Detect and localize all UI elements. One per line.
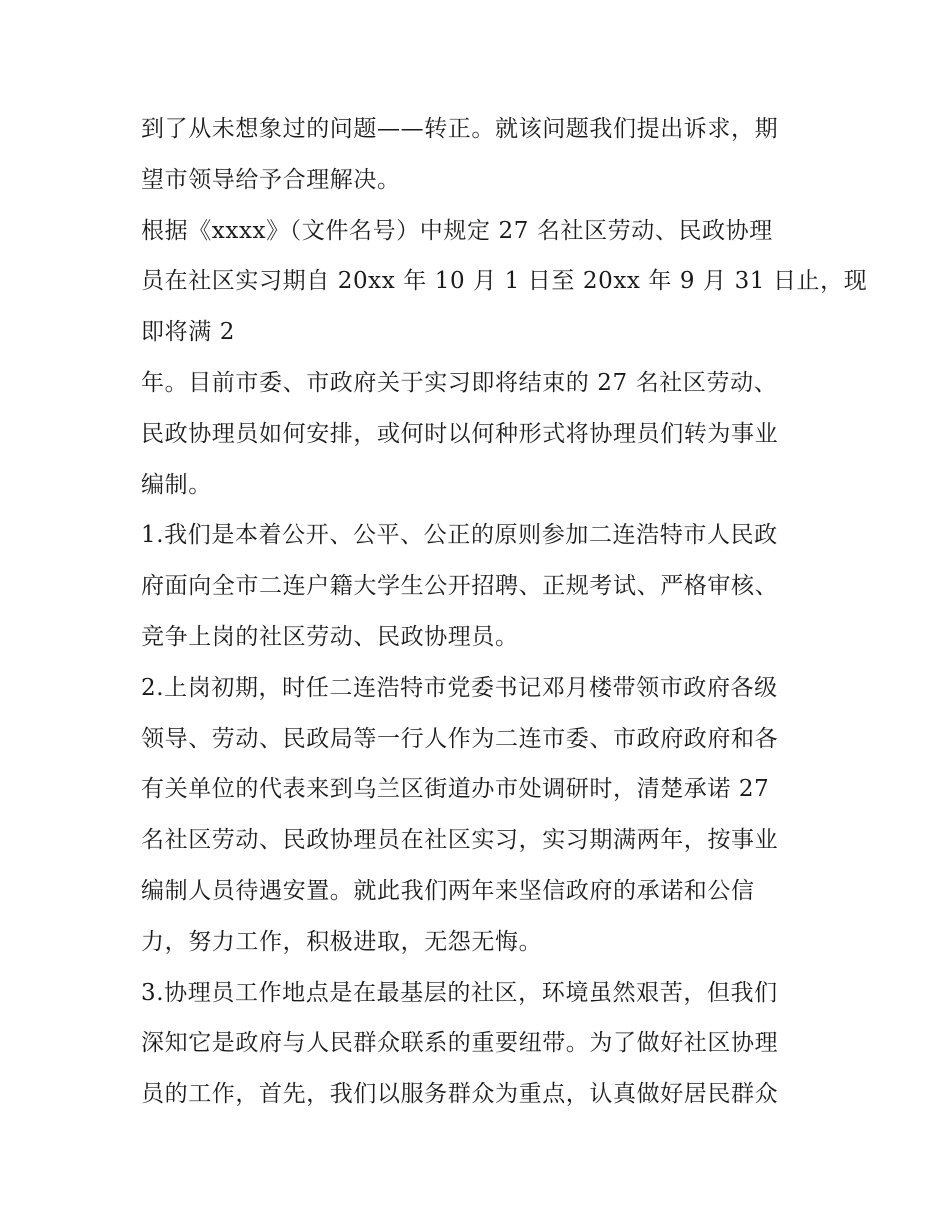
text-line: 府面向全市二连户籍大学生公开招聘、正规考试、严格审核、 (141, 573, 779, 600)
text-line: 2.上岗初期，时任二连浩特市党委书记邓月楼带领市政府各级 (141, 674, 778, 701)
text-line: 力，努力工作，积极进取，无怨无悔。 (141, 928, 543, 955)
text-line: 年。目前市委、市政府关于实习即将结束的 27 名社区劳动、 (141, 369, 778, 396)
text-line: 员的工作，首先，我们以服务群众为重点，认真做好居民群众 (141, 1081, 779, 1108)
text-line: 领导、劳动、民政局等一行人作为二连市委、市政府政府和各 (141, 725, 779, 752)
text-line: 编制。 (141, 471, 212, 498)
text-line: 3.协理员工作地点是在最基层的社区，环境虽然艰苦，但我们 (141, 979, 778, 1006)
text-line: 员在社区实习期自 20xx 年 10 月 1 日至 20xx 年 9 月 31 日止，现 (141, 268, 868, 295)
text-line: 根据《xxxx》（文件名号）中规定 27 名社区劳动、民政协理 (141, 217, 773, 244)
text-line: 名社区劳动、民政协理员在社区实习，实习期满两年，按事业 (141, 827, 779, 854)
text-line: 竞争上岗的社区劳动、民政协理员。 (141, 623, 519, 650)
text-line: 深知它是政府与人民群众联系的重要纽带。为了做好社区协理 (141, 1030, 779, 1057)
document-body (141, 104, 868, 1120)
text-line: 编制人员待遇安置。就此我们两年来坚信政府的承诺和公信 (141, 877, 755, 904)
text-line: 有关单位的代表来到乌兰区街道办市处调研时，清楚承诺 27 (141, 776, 770, 803)
text-line: 民政协理员如何安排，或何时以何种形式将协理员们转为事业 (141, 420, 779, 447)
text-line: 即将满 2 (141, 319, 235, 346)
text-line: 1.我们是本着公开、公平、公正的原则参加二连浩特市人民政 (141, 522, 778, 549)
text-line: 到了从未想象过的问题——转正。就该问题我们提出诉求，期 (141, 116, 779, 142)
text-line: 望市领导给予合理解决。 (141, 166, 401, 193)
